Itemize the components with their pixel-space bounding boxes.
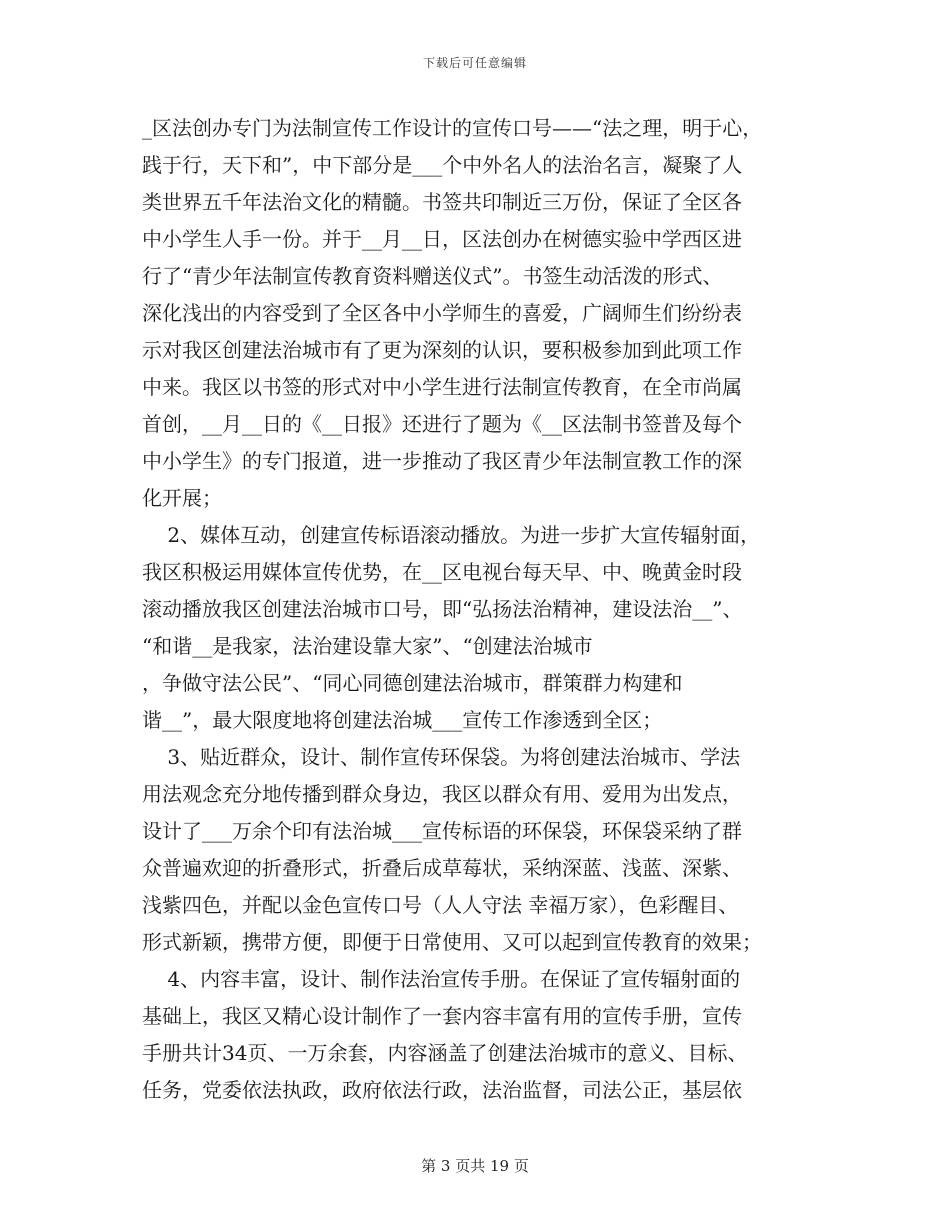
text-line: ，争做守法公民”、“同心同德创建法治城市，群策群力构建和 [142, 671, 683, 695]
text-line: 用法观念充分地传播到群众身边，我区以群众有用、爱用为出发点， [142, 782, 742, 806]
text-line: 示对我区创建法治城市有了更为深刻的认识，要积极参加到此项工作 [142, 338, 742, 362]
text-line: 设计了___万余个印有法治城___宣传标语的环保袋，环保袋采纳了群 [142, 819, 742, 843]
text-line: “和谐__是我家，法治建设靠大家”、“创建法治城市 [142, 634, 593, 658]
text-line: 3、贴近群众，设计、制作宣传环保袋。为将创建法治城市、学法 [142, 745, 741, 769]
text-line: 浅紫四色，并配以金色宣传口号（人人守法 幸福万家），色彩醒目、 [142, 893, 739, 917]
text-line: 滚动播放我区创建法治城市口号，即“弘扬法治精神，建设法治__”、 [142, 597, 743, 621]
text-line: 践于行，天下和”，中下部分是___个中外名人的法治名言，凝聚了人 [142, 153, 743, 177]
text-line: 首创，__月__日的《__日报》还进行了题为《__区法制书签普及每个 [142, 412, 742, 436]
text-line: 形式新颖，携带方便，即便于日常使用、又可以起到宣传教育的效果； [142, 930, 762, 954]
text-line: 化开展； [142, 486, 222, 510]
text-line: 中小学生》的专门报道，进一步推动了我区青少年法制宣教工作的深 [142, 449, 742, 473]
text-line: 行了“青少年法制宣传教育资料赠送仪式”。书签生动活泼的形式、 [142, 264, 723, 288]
text-line: 基础上，我区又精心设计制作了一套内容丰富有用的宣传手册，宣传 [142, 1004, 742, 1028]
text-line: 中小学生人手一份。并于__月__日，区法创办在树德实验中学西区进 [142, 227, 742, 251]
text-line: 我区积极运用媒体宣传优势，在__区电视台每天早、中、晚黄金时段 [142, 560, 742, 584]
document-body [142, 110, 832, 1109]
text-line: 任务，党委依法执政，政府依法行政，法治监督，司法公正，基层依 [142, 1078, 742, 1102]
text-line: 深化浅出的内容受到了全区各中小学师生的喜爱，广阔师生们纷纷表 [142, 301, 742, 325]
text-line: 类世界五千年法治文化的精髓。书签共印制近三万份，保证了全区各 [142, 190, 742, 214]
text-line: 中来。我区以书签的形式对中小学生进行法制宣传教育，在全市尚属 [142, 375, 742, 399]
text-line: 手册共计34页、一万余套，内容涵盖了创建法治城市的意义、目标、 [142, 1041, 748, 1065]
page-header: 下载后可任意编辑 [422, 56, 527, 70]
text-line: 众普遍欢迎的折叠形式，折叠后成草莓状，采纳深蓝、浅蓝、深紫、 [142, 856, 742, 880]
page-footer: 第 3 页共 19 页 [421, 1157, 529, 1175]
text-line: _区法创办专门为法制宣传工作设计的宣传口号——“法之理，明于心， [142, 116, 763, 140]
text-line: 2、媒体互动，创建宣传标语滚动播放。为进一步扩大宣传辐射面， [142, 523, 761, 547]
text-line: 4、内容丰富，设计、制作法治宣传手册。在保证了宣传辐射面的 [142, 967, 741, 991]
text-line: 谐__”，最大限度地将创建法治城___宣传工作渗透到全区； [142, 708, 663, 732]
